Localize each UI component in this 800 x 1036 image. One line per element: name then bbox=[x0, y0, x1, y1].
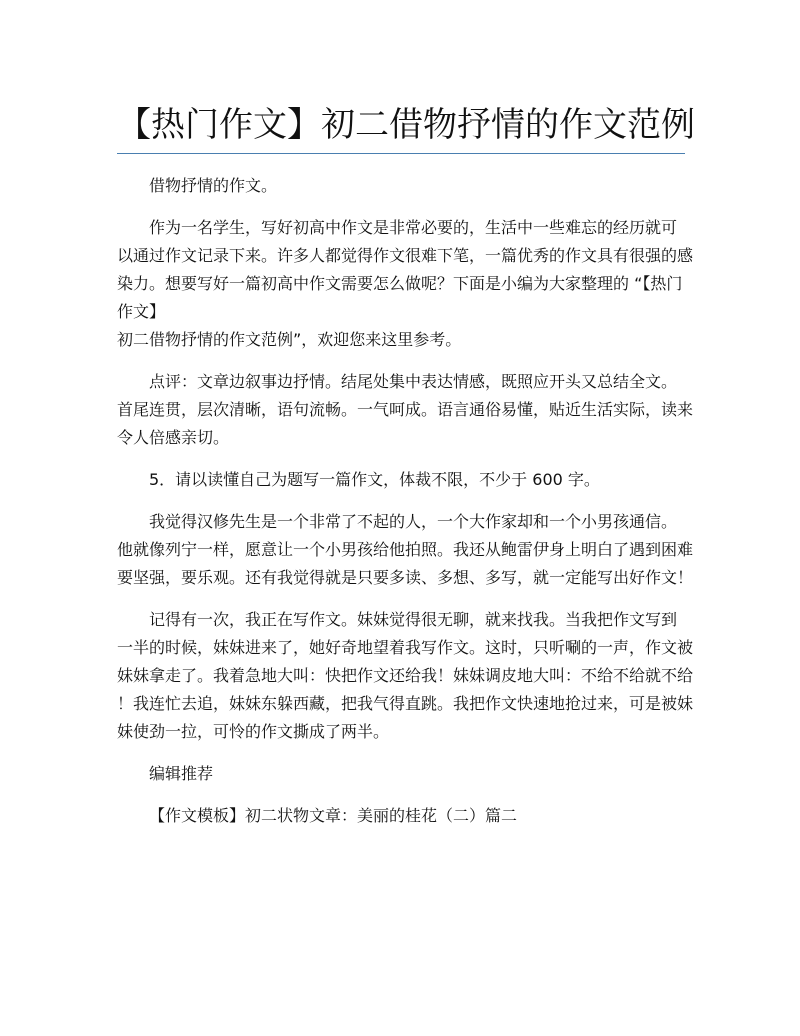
text-line: ！我连忙去追，妹妹东躲西藏，把我气得直跳。我把作文快速地抢过来，可是被妹 bbox=[117, 694, 694, 713]
paragraph-3 bbox=[117, 606, 694, 746]
article-body bbox=[117, 168, 694, 830]
comment-paragraph bbox=[117, 368, 694, 452]
text-line: 我觉得汉修先生是一个非常了不起的人，一个大作家却和一个小男孩通信。 bbox=[149, 512, 678, 531]
text-line: 要坚强，要乐观。还有我觉得就是只要多读、多想、多写，就一定能写出好作文！ bbox=[117, 568, 694, 587]
page-title: 【热门作文】初二借物抒情的作文范例 bbox=[117, 105, 695, 145]
text-line: 染力。想要写好一篇初高中作文需要怎么做呢？下面是小编为大家整理的 “【热门 bbox=[117, 274, 683, 293]
intro-paragraph: 借物抒情的作文。 bbox=[149, 176, 278, 195]
recommend-heading: 编辑推荐 bbox=[149, 764, 214, 783]
text-line: 首尾连贯，层次清晰，语句流畅。一气呵成。语言通俗易懂，贴近生活实际，读来 bbox=[117, 400, 694, 419]
paragraph-1 bbox=[117, 214, 694, 354]
text-line: 他就像列宁一样，愿意让一个小男孩给他拍照。我还从鲍雷伊身上明白了遇到困难 bbox=[117, 540, 694, 559]
text-line: 作为一名学生，写好初高中作文是非常必要的，生活中一些难忘的经历就可 bbox=[149, 218, 678, 237]
text-line: 妹妹拿走了。我着急地大叫：快把作文还给我！妹妹调皮地大叫：不给不给就不给 bbox=[117, 666, 694, 685]
text-line: 作文】 bbox=[117, 302, 166, 321]
writing-prompt: 5．请以读懂自己为题写一篇作文，体裁不限，不少于 600 字。 bbox=[149, 470, 600, 489]
text-line: 以通过作文记录下来。许多人都觉得作文很难下笔，一篇优秀的作文具有很强的感 bbox=[117, 246, 694, 265]
paragraph-2 bbox=[117, 508, 694, 592]
text-line: 妹使劲一拉，可怜的作文撕成了两半。 bbox=[117, 722, 390, 741]
text-line: 记得有一次，我正在写作文。妹妹觉得很无聊，就来找我。当我把作文写到 bbox=[149, 610, 678, 629]
text-line: 点评：文章边叙事边抒情。结尾处集中表达情感，既照应开头又总结全文。 bbox=[149, 372, 678, 391]
recommend-link[interactable]: 【作文模板】初二状物文章：美丽的桂花（二）篇二 bbox=[149, 806, 518, 825]
text-line: 令人倍感亲切。 bbox=[117, 428, 230, 447]
text-line: 初二借物抒情的作文范例”，欢迎您来这里参考。 bbox=[117, 330, 462, 349]
text-line: 一半的时候，妹妹进来了，她好奇地望着我写作文。这时，只听唰的一声，作文被 bbox=[117, 638, 694, 657]
title-divider bbox=[117, 153, 685, 154]
